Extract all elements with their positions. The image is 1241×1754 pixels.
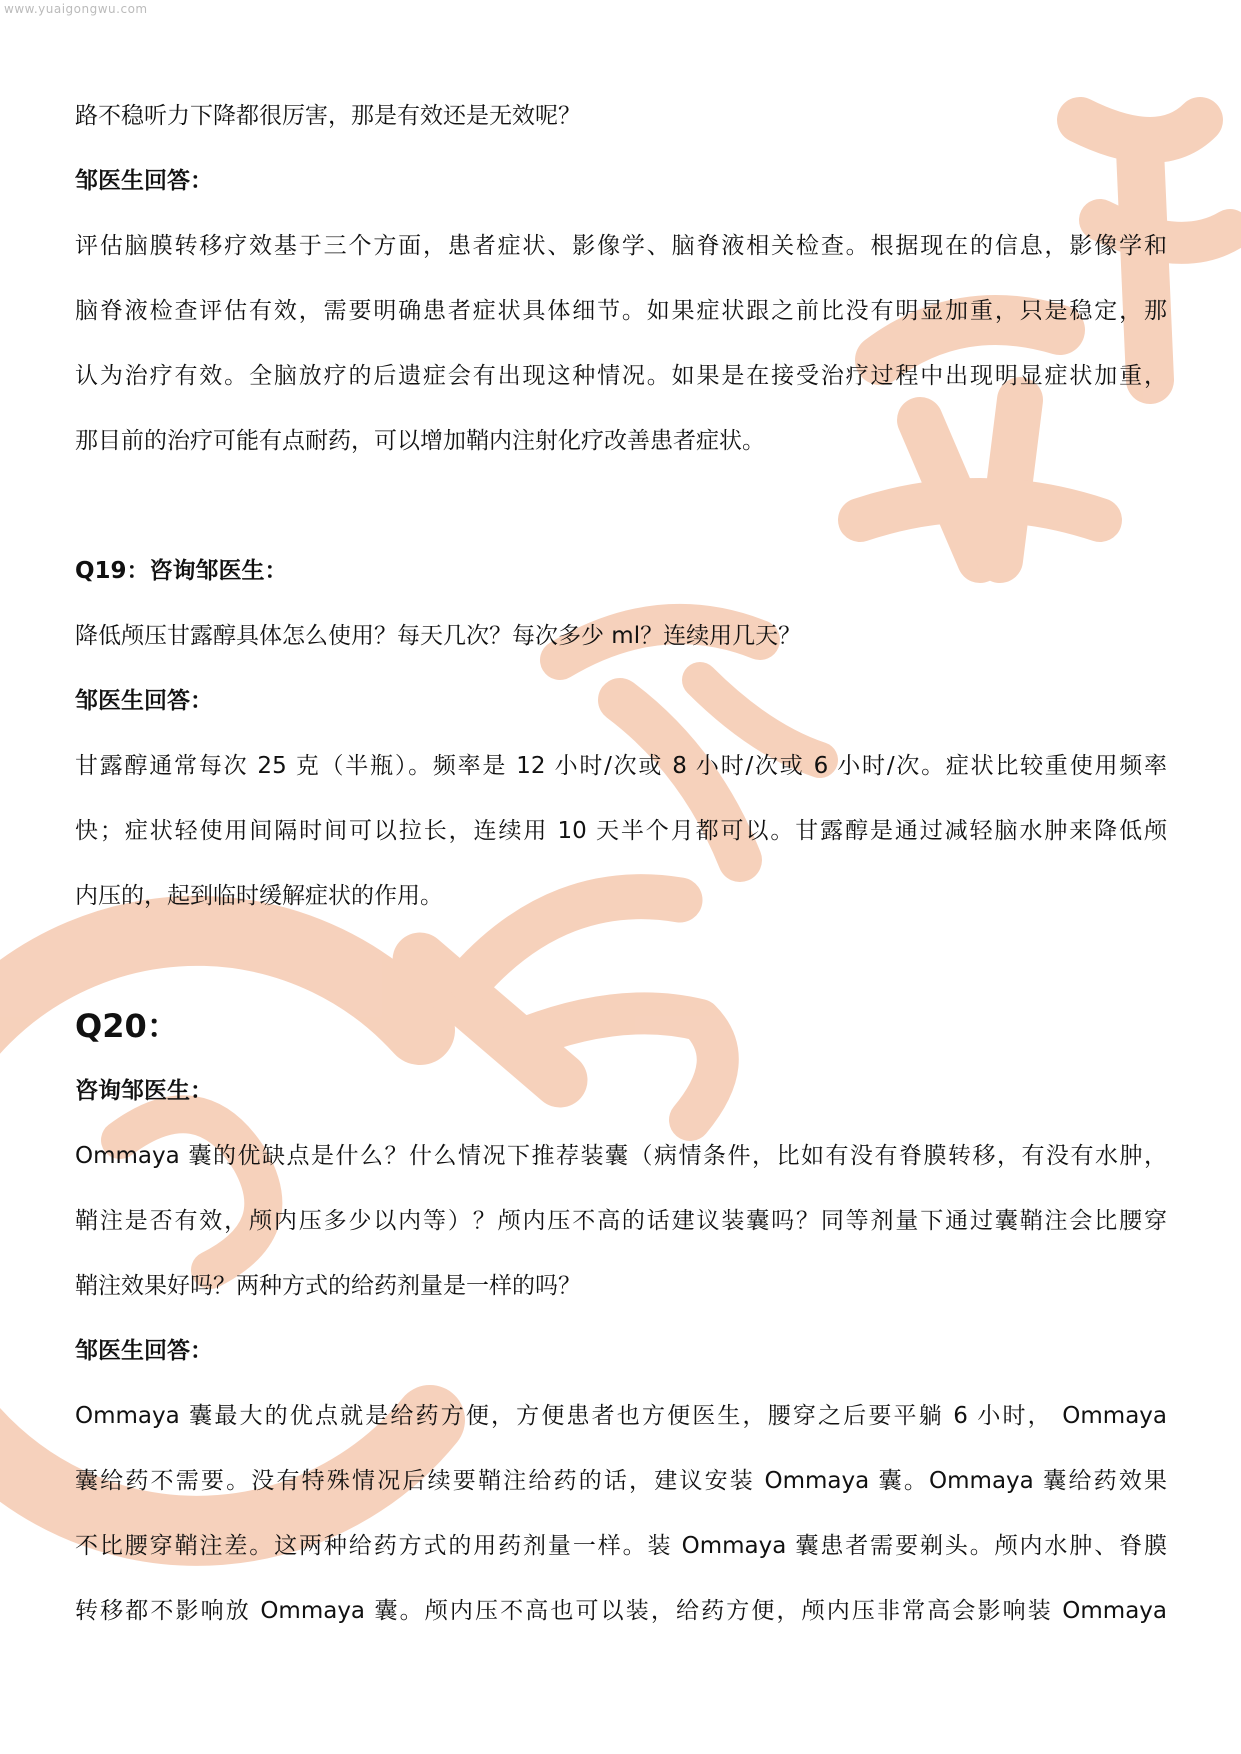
q18-answer-line: 评估脑膜转移疗效基于三个方面，患者症状、影像学、脑脊液相关检查。根据现在的信息，影像学和 [75,233,1167,259]
q18-answer-line: 脑脊液检查评估有效，需要明确患者症状具体细节。如果症状跟之前比没有明显加重，只是稳定，那 [75,298,1167,324]
q20-question-line: 鞘注效果好吗？两种方式的给药剂量是一样的吗？ [75,1273,581,1299]
section-gap [75,474,1167,539]
site-url: www.yuaigongwu.com [4,2,148,16]
q19-answer-label: 邹医生回答： [75,688,213,714]
q19-answer-line: 内压的，起到临时缓解症状的作用。 [75,883,443,909]
q18-answer-label: 邹医生回答： [75,168,213,194]
q19-answer-line: 快；症状轻使用间隔时间可以拉长，连续用 10 天半个月都可以。甘露醇是通过减轻脑水肿来降低颅 [75,818,1167,844]
q18-answer-line: 那目前的治疗可能有点耐药，可以增加鞘内注射化疗改善患者症状。 [75,428,765,454]
q19-answer-line: 甘露醇通常每次 25 克（半瓶）。频率是 12 小时/次或 8 小时/次或 6 小时/次。症状比较重使用频率 [75,753,1167,779]
q18-question-end: 路不稳听力下降都很厉害，那是有效还是无效呢？ [75,103,581,129]
q20-answer-line: 囊给药不需要。没有特殊情况后续要鞘注给药的话，建议安装 Ommaya 囊。Ommaya 囊给药效果 [75,1468,1167,1494]
q20-heading: Q20： [75,1007,179,1045]
q20-answer-line: 不比腰穿鞘注差。这两种给药方式的用药剂量一样。装 Ommaya 囊患者需要剃头。颅内水肿、脊膜 [75,1533,1167,1559]
q19-question: 降低颅压甘露醇具体怎么使用？每天几次？每次多少 ml？连续用几天？ [75,623,802,649]
q20-question-line: Ommaya 囊的优缺点是什么？什么情况下推荐装囊（病情条件，比如有没有脊膜转移，有没有水肿， [75,1143,1167,1169]
q20-question-line: 鞘注是否有效，颅内压多少以内等）？颅内压不高的话建议装囊吗？同等剂量下通过囊鞘注会比腰穿 [75,1208,1167,1234]
q18-answer-line: 认为治疗有效。全脑放疗的后遗症会有出现这种情况。如果是在接受治疗过程中出现明显症状加重， [75,363,1167,389]
q19-label: Q19：咨询邹医生： [75,558,288,584]
q20-answer-line: Ommaya 囊最大的优点就是给药方便，方便患者也方便医生，腰穿之后要平躺 6 小时， Ommaya [75,1403,1167,1429]
document-body [75,84,1167,1644]
section-gap [75,929,1167,994]
q20-ask-label: 咨询邹医生： [75,1078,213,1104]
q20-answer-line: 转移都不影响放 Ommaya 囊。颅内压不高也可以装，给药方便，颅内压非常高会影响装 Ommaya [75,1598,1167,1624]
q20-answer-label: 邹医生回答： [75,1338,213,1364]
